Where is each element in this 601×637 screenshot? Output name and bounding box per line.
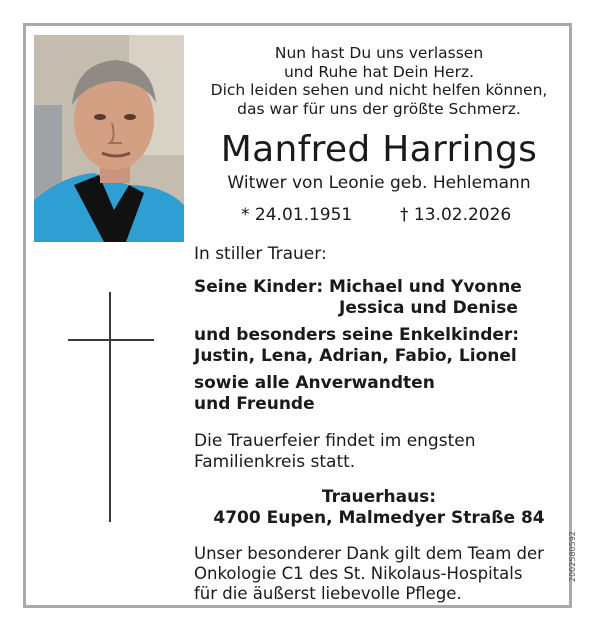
thanks-line: Unser besonderer Dank gilt dem Team der (194, 544, 544, 563)
thanks-line: für die äußerst liebevolle Pflege. (194, 584, 462, 603)
deceased-name: Manfred Harrings (220, 129, 538, 170)
ceremony-line: Familienkreis statt. (194, 452, 356, 472)
cross-icon (66, 290, 156, 524)
relatives-line: sowie alle Anverwandten (194, 373, 435, 393)
children-line: Seine Kinder: Michael und Yvonne (194, 277, 522, 297)
poem (190, 44, 568, 118)
children-line: Jessica und Denise (339, 298, 518, 318)
relation-line: Witwer von Leonie geb. Hehlemann (227, 173, 531, 193)
grandchildren-line: Justin, Lena, Adrian, Fabio, Lionel (194, 346, 517, 366)
relatives-line: und Freunde (194, 394, 315, 414)
poem-line: Nun hast Du uns verlassen (274, 44, 484, 62)
poem-line: Dich leiden sehen und nicht helfen können, (210, 81, 548, 99)
house-title: Trauerhaus: (321, 487, 437, 507)
serial-number: 2002580592 (568, 531, 577, 582)
poem-line: das war für uns der größte Schmerz. (237, 99, 521, 118)
ceremony-line: Die Trauerfeier findet im engsten (194, 431, 476, 451)
death-date: † 13.02.2026 (400, 205, 512, 225)
portrait-photo (34, 35, 184, 242)
grandchildren-line: und besonders seine Enkelkinder: (194, 325, 520, 345)
birth-date: * 24.01.1951 (241, 205, 353, 225)
thanks-line: Onkologie C1 des St. Nikolaus-Hospitals (194, 564, 523, 583)
poem-line: und Ruhe hat Dein Herz. (283, 62, 475, 81)
house-address: 4700 Eupen, Malmedyer Straße 84 (213, 508, 545, 528)
mourning-intro: In stiller Trauer: (194, 244, 327, 264)
